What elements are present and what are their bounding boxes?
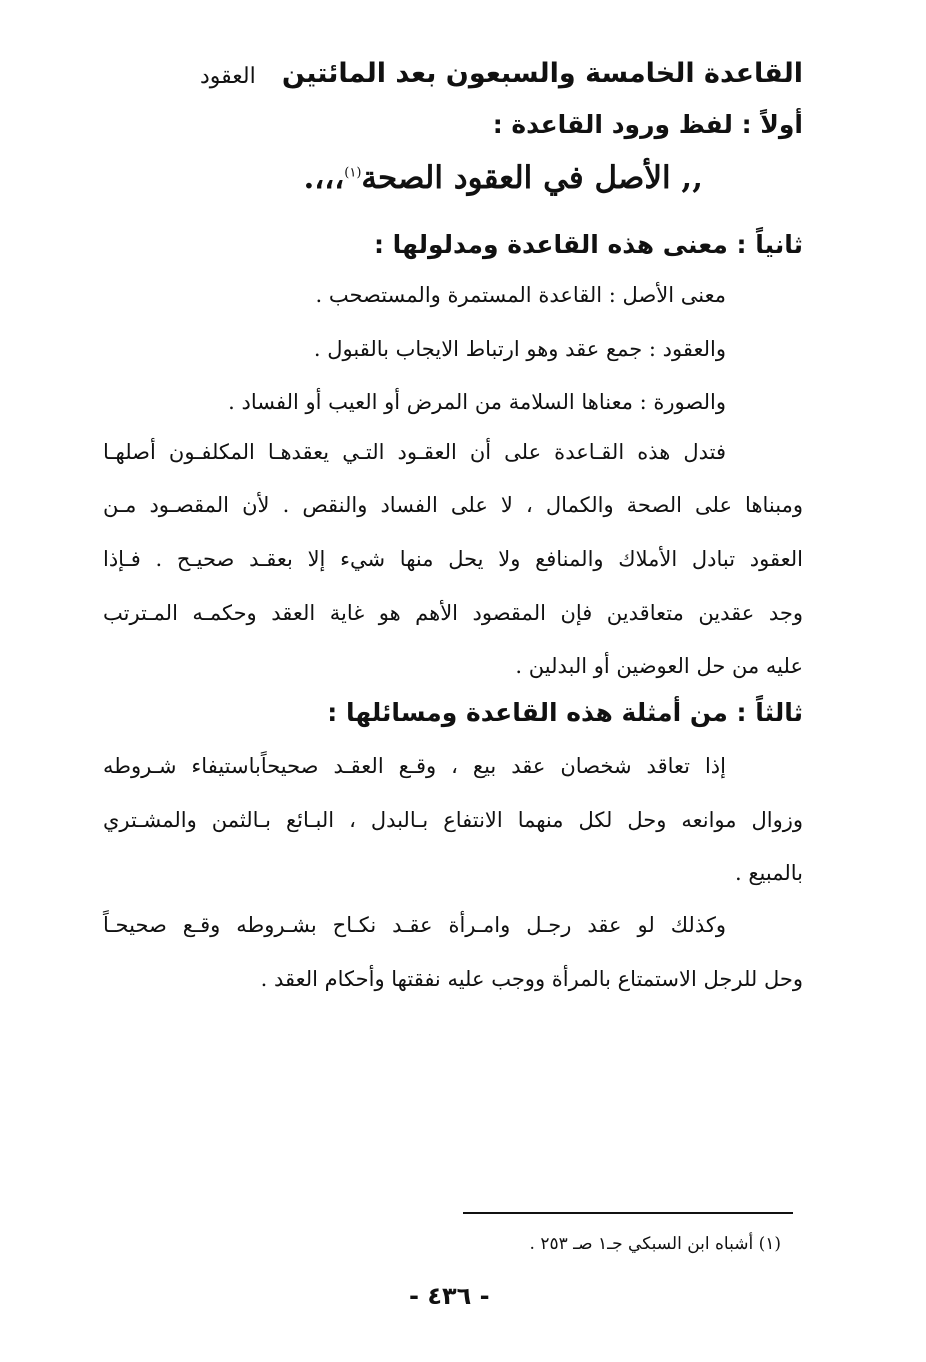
rule-closing-quote: ،،،. [303,160,345,196]
heading-rule-meaning: ثانياً : معنى هذه القاعدة ومدلولها : [373,230,803,259]
explanation-line: ومبناها على الصحة والكمال ، لا على الفساد والنقص . لأن المقصـود مـن [103,493,803,517]
footnote: (١) أشباه ابن السبكي جـ١ صـ ٢٥٣ . [529,1234,781,1254]
meaning-line: معنى الأصل : القاعدة المستمرة والمستصحب . [315,283,726,307]
footnote-marker: (١) [344,165,362,181]
explanation-line: عليه من حل العوضين أو البدلين . [515,654,803,678]
heading-rule-wording: أولاً : لفظ ورود القاعدة : [492,110,803,139]
example-line: وزوال موانعه وحل لكل منهما الانتفاع بـالبدل ، البـائع بـالثمن والمشـتري [103,808,803,832]
rule-statement [303,160,703,196]
example-line: وكذلك لو عقد رجـل وامـرأة عقـد نكـاح بشـروطه وقـع صحيحـاً [103,913,726,937]
meaning-line: والعقود : جمع عقد وهو ارتباط الايجاب بالقبول . [313,337,726,361]
heading-rule-examples: ثالثاً : من أمثلة هذه القاعدة ومسائلها : [327,698,803,727]
page-number: - ٤٣٦ - [409,1282,490,1310]
example-line: بالمبيع . [735,861,803,885]
explanation-line: العقود تبادل الأملاك والمنافع ولا يحل منها شيء إلا بعقـد صحيـح . فـإذا [103,547,803,571]
meaning-line: والصورة : معناها السلامة من المرض أو العيب أو الفساد . [228,390,726,414]
section-name: العقود [200,64,256,89]
example-line: إذا تعاقد شخصان عقد بيع ، وقـع العقـد صحيحاًباستيفاء شـروطه [103,754,726,778]
explanation-line: فتدل هذه القـاعدة على أن العقـود التـي يعقدهـا المكلفـون أصلهـا [103,440,726,464]
footnote-divider [463,1212,793,1214]
example-line: وحل للرجل الاستمتاع بالمرأة ووجب عليه نفقتها وأحكام العقد . [260,967,803,991]
explanation-line: وجد عقدين متعاقدين فإن المقصود الأهم هو غاية العقد وحكمـه المـترتب [103,601,803,625]
rule-text: ,, الأصل في العقود الصحة [361,160,703,196]
rule-title: القاعدة الخامسة والسبعون بعد المائتين [281,58,803,89]
